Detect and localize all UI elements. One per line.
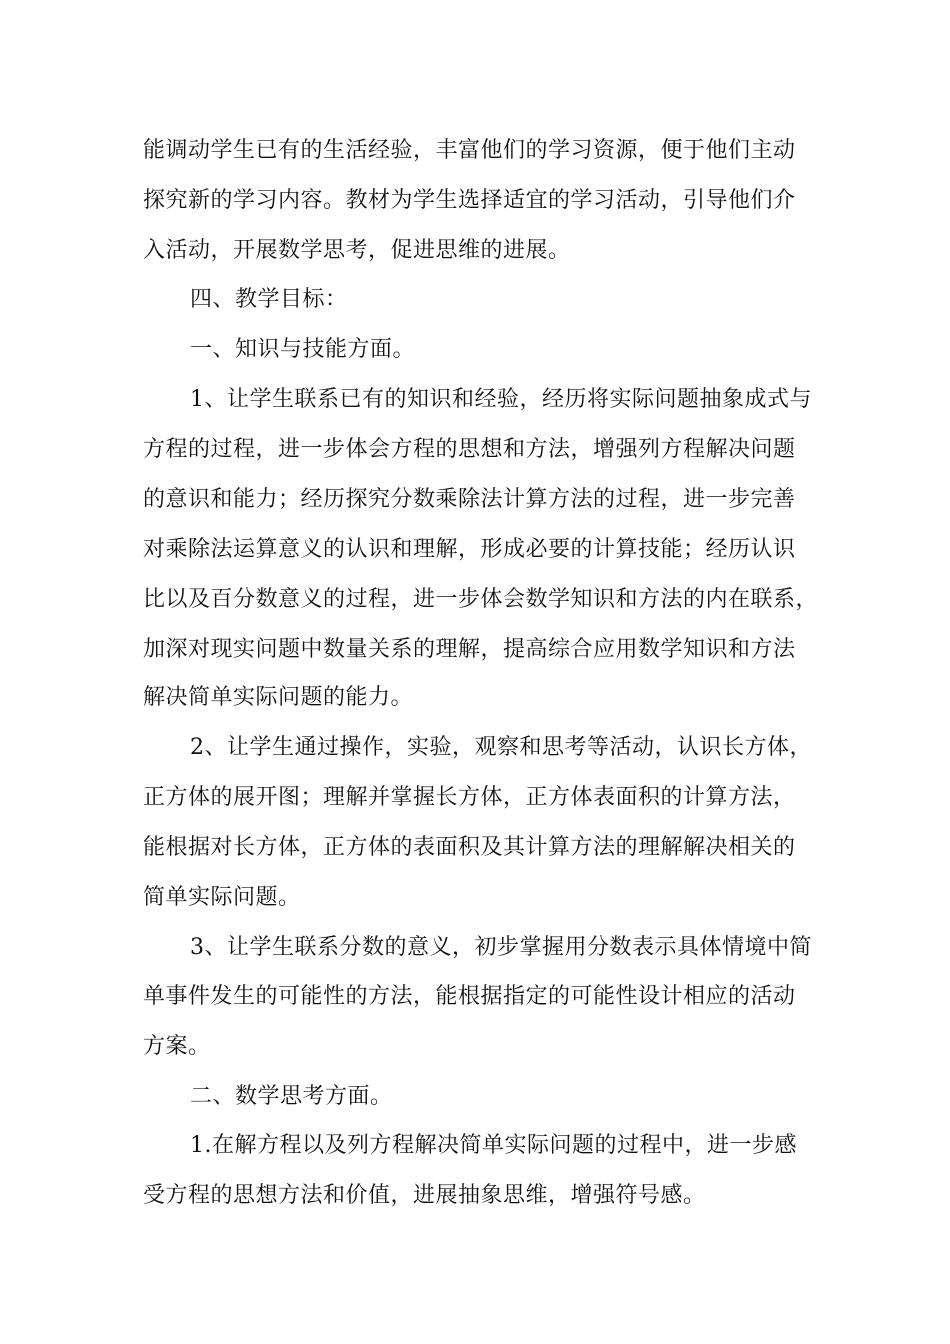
subsection-heading: 二、数学思考方面。: [190, 1084, 393, 1109]
text-line: 简单实际问题。: [143, 885, 301, 910]
text-line: 入活动，开展数学思考，促进思维的进展。: [143, 238, 571, 263]
text-line: 对乘除法运算意义的认识和理解，形成必要的计算技能；经历认识: [143, 537, 796, 562]
text-line: 方案。: [143, 1034, 211, 1059]
subsection-heading: 一、知识与技能方面。: [190, 337, 416, 362]
text-line: 的意识和能力；经历探究分数乘除法计算方法的过程，进一步完善: [143, 487, 796, 512]
text-line: 3、让学生联系分数的意义，初步掌握用分数表示具体情境中简: [190, 935, 812, 960]
text-line: 解决简单实际问题的能力。: [143, 685, 414, 710]
section-heading: 四、教学目标：: [190, 287, 348, 312]
text-line: 比以及百分数意义的过程，进一步体会数学知识和方法的内在联系，: [143, 587, 819, 612]
text-line: 2、让学生通过操作，实验，观察和思考等活动，认识长方体，: [190, 735, 812, 760]
text-line: 受方程的思想方法和价值，进展抽象思维，增强符号感。: [143, 1183, 706, 1208]
text-line: 能调动学生已有的生活经验，丰富他们的学习资源，便于他们主动: [143, 138, 796, 163]
text-line: 能根据对长方体，正方体的表面积及其计算方法的理解解决相关的: [143, 835, 796, 860]
text-line: 1、让学生联系已有的知识和经验，经历将实际问题抽象成式与: [190, 387, 812, 412]
text-line: 正方体的展开图；理解并掌握长方体，正方体表面积的计算方法，: [143, 785, 796, 810]
text-line: 加深对现实问题中数量关系的理解，提高综合应用数学知识和方法: [143, 637, 796, 662]
text-line: 单事件发生的可能性的方法，能根据指定的可能性设计相应的活动: [143, 984, 796, 1009]
text-line: 探究新的学习内容。教材为学生选择适宜的学习活动，引导他们介: [143, 188, 796, 213]
text-line: 1.在解方程以及列方程解决简单实际问题的过程中，进一步感: [190, 1133, 797, 1158]
text-line: 方程的过程，进一步体会方程的思想和方法，增强列方程解决问题: [143, 437, 796, 462]
